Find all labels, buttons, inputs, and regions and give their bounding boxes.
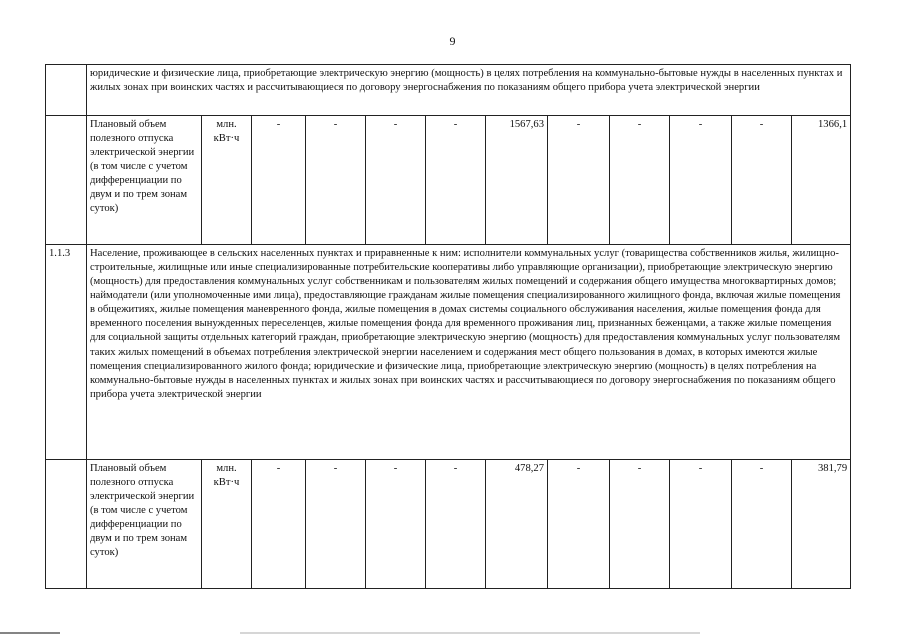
table-row xyxy=(46,245,851,460)
value-cell: - xyxy=(252,460,306,589)
value-cell: - xyxy=(548,460,610,589)
value-cell: - xyxy=(252,116,306,245)
unit-cell: млн. кВт·ч xyxy=(202,460,252,589)
indicator-name: Плановый объем полезного отпуска электрической энергии (в том числе с учетом дифференциации по двум и по трем зонам суток) xyxy=(87,460,202,589)
scan-edge-artifact xyxy=(0,632,905,634)
value-cell: - xyxy=(306,460,366,589)
value-cell: - xyxy=(732,116,792,245)
value-cell: 478,27 xyxy=(486,460,548,589)
value-cell: - xyxy=(366,116,426,245)
tariff-table xyxy=(45,64,851,589)
value-cell: - xyxy=(670,116,732,245)
value-cell: 381,79 xyxy=(792,460,851,589)
value-cell: - xyxy=(306,116,366,245)
value-cell: - xyxy=(732,460,792,589)
value-cell: - xyxy=(670,460,732,589)
page-number: 9 xyxy=(449,34,456,48)
value-cell: - xyxy=(366,460,426,589)
value-cell: - xyxy=(426,460,486,589)
category-description: юридические и физические лица, приобретающие электрическую энергию (мощность) в целях потребления на коммунально-бытовые нужды в населенных пунктах и жилых зонах при воинских частях и рассчитывающиеся по договору энергоснабжения по показаниям общего прибора учета электрической энергии xyxy=(87,65,851,116)
table-row xyxy=(46,460,851,589)
value-cell: 1366,1 xyxy=(792,116,851,245)
row-number-cell xyxy=(46,116,87,245)
row-number-cell xyxy=(46,65,87,116)
value-cell: 1567,63 xyxy=(486,116,548,245)
row-number-cell: 1.1.3 xyxy=(46,245,87,460)
value-cell: - xyxy=(610,116,670,245)
value-cell: - xyxy=(426,116,486,245)
unit-cell: млн. кВт·ч xyxy=(202,116,252,245)
value-cell: - xyxy=(548,116,610,245)
row-number-cell xyxy=(46,460,87,589)
table-row xyxy=(46,116,851,245)
category-description: Население, проживающее в сельских населенных пунктах и приравненные к ним: исполнители коммунальных услуг (товарищества собственников жилья, жилищно-строительные, жилищные или иные специализированные потребительские кооперативы либо управляющие организации), приобретающие электрическую энергию (мощность) для предоставления коммунальных услуг собственникам и пользователям жилых помещений и содержания общего имущества многоквартирных домов; наймодатели (или уполномоченные ими лица), предоставляющие гражданам жилые помещения специализированного жилищного фонда, включая жилые помещения в общежитиях, жилые помещения маневренного фонда, жилые помещения в домах системы социального обслуживания населения, жилые помещения фонда для временного поселения вынужденных переселенцев, жилые помещения фонда для временного проживания лиц, признанных беженцами, а также жилые помещения для социальной защиты отдельных категорий граждан, приобретающие электрическую энергию (мощность) для предоставления коммунальных услуг пользователям таких жилых помещений в объемах потребления электрической энергии населением и содержания мест общего пользования в домах, в которых имеются жилые помещения специализированного жилого фонда; юридические и физические лица, приобретающие электрическую энергию (мощность) в целях потребления на коммунально-бытовые нужды в населенных пунктах и жилых зонах при воинских частях и рассчитывающиеся по договору энергоснабжения по показаниям общего прибора учета электрической энергии xyxy=(87,245,851,460)
table-row xyxy=(46,65,851,116)
value-cell: - xyxy=(610,460,670,589)
indicator-name: Плановый объем полезного отпуска электрической энергии (в том числе с учетом дифференциации по двум и по трем зонам суток) xyxy=(87,116,202,245)
